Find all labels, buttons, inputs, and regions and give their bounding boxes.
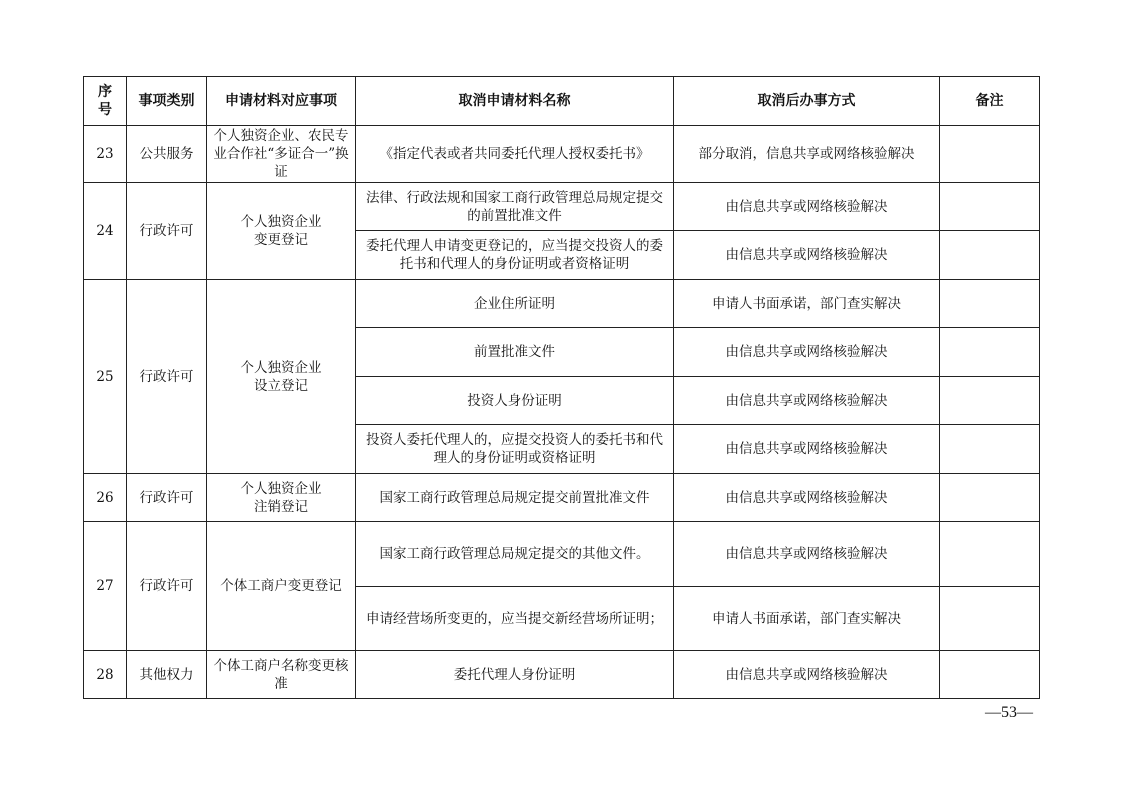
remark-cell bbox=[940, 474, 1040, 522]
material-cell: 委托代理人身份证明 bbox=[356, 651, 674, 699]
item-cell: 个人独资企业 设立登记 bbox=[207, 280, 356, 474]
material-cell: 前置批准文件 bbox=[356, 328, 674, 377]
seq-cell: 24 bbox=[84, 183, 127, 280]
seq-cell: 23 bbox=[84, 126, 127, 183]
material-cell: 国家工商行政管理总局规定提交的其他文件。 bbox=[356, 522, 674, 587]
seq-cell: 27 bbox=[84, 522, 127, 651]
category-cell: 公共服务 bbox=[127, 126, 207, 183]
category-cell: 行政许可 bbox=[127, 474, 207, 522]
method-cell: 申请人书面承诺，部门查实解决 bbox=[674, 280, 940, 328]
method-cell: 由信息共享或网络核验解决 bbox=[674, 651, 940, 699]
header-row bbox=[84, 77, 1040, 126]
header-method: 取消后办事方式 bbox=[674, 77, 940, 126]
method-cell: 由信息共享或网络核验解决 bbox=[674, 425, 940, 474]
remark-cell bbox=[940, 231, 1040, 280]
remark-cell bbox=[940, 651, 1040, 699]
seq-cell: 28 bbox=[84, 651, 127, 699]
method-cell: 由信息共享或网络核验解决 bbox=[674, 377, 940, 425]
remark-cell bbox=[940, 522, 1040, 587]
seq-cell: 25 bbox=[84, 280, 127, 474]
table-row-28 bbox=[84, 651, 1040, 699]
category-cell: 行政许可 bbox=[127, 183, 207, 280]
table-row-26 bbox=[84, 474, 1040, 522]
remark-cell bbox=[940, 328, 1040, 377]
method-cell: 申请人书面承诺，部门查实解决 bbox=[674, 587, 940, 651]
header-item: 申请材料对应事项 bbox=[207, 77, 356, 126]
material-cell: 委托代理人申请变更登记的，应当提交投资人的委托书和代理人的身份证明或者资格证明 bbox=[356, 231, 674, 280]
header-material: 取消申请材料名称 bbox=[356, 77, 674, 126]
material-cell: 《指定代表或者共同委托代理人授权委托书》 bbox=[356, 126, 674, 183]
item-cell: 个人独资企业、农民专业合作社“多证合一”换证 bbox=[207, 126, 356, 183]
method-cell: 由信息共享或网络核验解决 bbox=[674, 522, 940, 587]
remark-cell bbox=[940, 587, 1040, 651]
category-cell: 行政许可 bbox=[127, 522, 207, 651]
policy-table bbox=[83, 76, 1040, 699]
method-cell: 由信息共享或网络核验解决 bbox=[674, 328, 940, 377]
category-cell: 其他权力 bbox=[127, 651, 207, 699]
item-cell: 个体工商户变更登记 bbox=[207, 522, 356, 651]
material-cell: 企业住所证明 bbox=[356, 280, 674, 328]
table-row-25 bbox=[84, 280, 1040, 328]
method-cell: 由信息共享或网络核验解决 bbox=[674, 183, 940, 231]
material-cell: 国家工商行政管理总局规定提交前置批准文件 bbox=[356, 474, 674, 522]
page-number: —53— bbox=[985, 704, 1033, 721]
header-remark: 备注 bbox=[940, 77, 1040, 126]
header-category: 事项类别 bbox=[127, 77, 207, 126]
remark-cell bbox=[940, 377, 1040, 425]
material-cell: 法律、行政法规和国家工商行政管理总局规定提交的前置批准文件 bbox=[356, 183, 674, 231]
item-cell: 个人独资企业 注销登记 bbox=[207, 474, 356, 522]
method-cell: 部分取消，信息共享或网络核验解决 bbox=[674, 126, 940, 183]
item-cell: 个体工商户名称变更核准 bbox=[207, 651, 356, 699]
remark-cell bbox=[940, 425, 1040, 474]
method-cell: 由信息共享或网络核验解决 bbox=[674, 231, 940, 280]
method-cell: 由信息共享或网络核验解决 bbox=[674, 474, 940, 522]
category-cell: 行政许可 bbox=[127, 280, 207, 474]
item-cell: 个人独资企业 变更登记 bbox=[207, 183, 356, 280]
remark-cell bbox=[940, 280, 1040, 328]
material-cell: 申请经营场所变更的，应当提交新经营场所证明； bbox=[356, 587, 674, 651]
material-cell: 投资人身份证明 bbox=[356, 377, 674, 425]
table-row-23 bbox=[84, 126, 1040, 183]
remark-cell bbox=[940, 126, 1040, 183]
remark-cell bbox=[940, 183, 1040, 231]
seq-cell: 26 bbox=[84, 474, 127, 522]
table-row-27 bbox=[84, 522, 1040, 587]
table-row-24 bbox=[84, 183, 1040, 231]
header-seq: 序 号 bbox=[84, 77, 127, 126]
material-cell: 投资人委托代理人的，应提交投资人的委托书和代理人的身份证明或资格证明 bbox=[356, 425, 674, 474]
